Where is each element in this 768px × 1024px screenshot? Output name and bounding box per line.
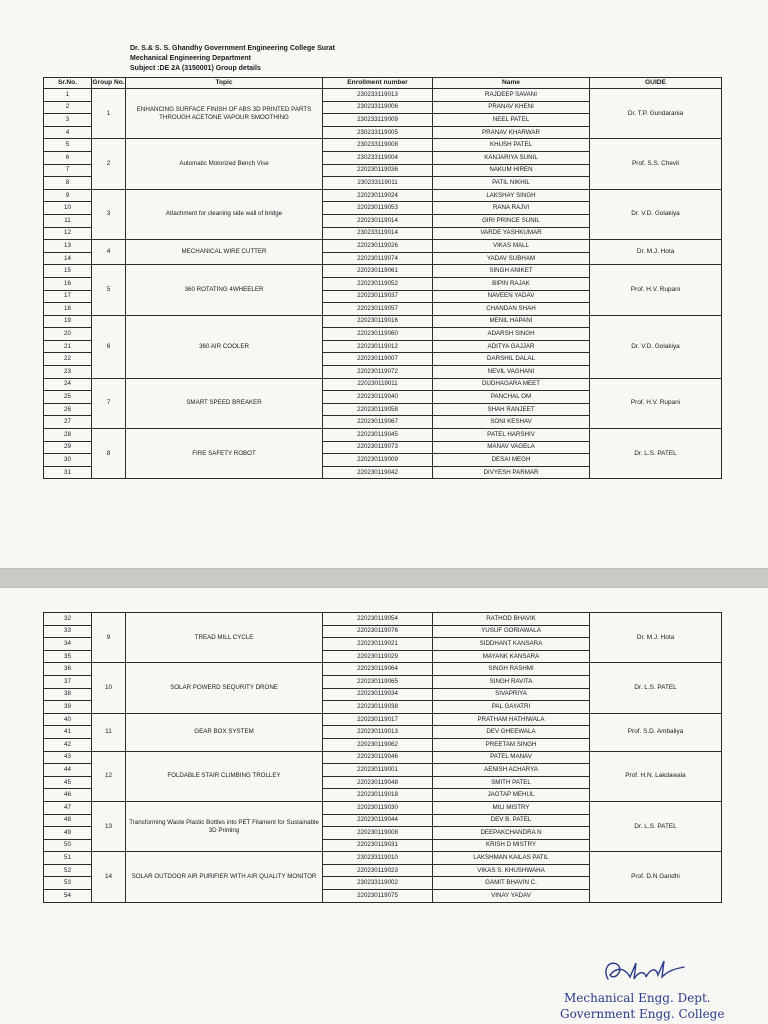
guide-cell: Dr. M.J. Hota [590, 240, 722, 265]
student-name-cell: DESAI MEGH [433, 454, 590, 467]
enrollment-cell: 220230119007 [323, 353, 433, 366]
sr-no-cell: 23 [44, 366, 92, 379]
group-no-cell: 3 [92, 189, 126, 239]
student-name-cell: NEEL PATEL [433, 114, 590, 127]
student-name-cell: VARDE YASHKUMAR [433, 227, 590, 240]
sr-no-cell: 45 [44, 776, 92, 789]
guide-cell: Dr. L.S. PATEL [590, 663, 722, 713]
table-row [44, 240, 722, 253]
sr-no-cell: 38 [44, 688, 92, 701]
enrollment-cell: 220230119040 [323, 391, 433, 404]
sr-no-cell: 14 [44, 252, 92, 265]
guide-cell: Prof. S.D. Ambaliya [590, 713, 722, 751]
table-body-2 [44, 613, 722, 903]
sr-no-cell: 12 [44, 227, 92, 240]
topic-cell: Attachment for cleaning side wall of bridge [126, 189, 323, 239]
enrollment-cell: 220230119076 [323, 625, 433, 638]
enrollment-cell: 230233119006 [323, 101, 433, 114]
enrollment-cell: 220230119054 [323, 613, 433, 626]
student-name-cell: NEVIL VAGHANI [433, 366, 590, 379]
enrollment-cell: 220230119029 [323, 650, 433, 663]
table-row [44, 801, 722, 814]
sr-no-cell: 36 [44, 663, 92, 676]
student-name-cell: MILI MISTRY [433, 801, 590, 814]
student-name-cell: RATHOD BHAVIK [433, 613, 590, 626]
student-name-cell: DUDHAGARA MEET [433, 378, 590, 391]
table-row [44, 751, 722, 764]
student-name-cell: KRISH D MISTRY [433, 839, 590, 852]
topic-cell: MECHANICAL WIRE CUTTER [126, 240, 323, 265]
guide-cell: Prof. H.V. Rupani [590, 378, 722, 428]
sr-no-cell: 53 [44, 877, 92, 890]
topic-cell: Transforming Waste Plastic Bottles into PET Filament for Sustainable 3D Printing [126, 801, 323, 851]
student-name-cell: RANA RAJVI [433, 202, 590, 215]
enrollment-cell: 220230119026 [323, 240, 433, 253]
enrollment-cell: 220230119011 [323, 378, 433, 391]
student-name-cell: DEV GHEEWALA [433, 726, 590, 739]
enrollment-cell: 220230119018 [323, 789, 433, 802]
enrollment-cell: 230233119013 [323, 89, 433, 102]
student-name-cell: PRANAV KHENI [433, 101, 590, 114]
student-name-cell: MENIL HAPANI [433, 315, 590, 328]
student-name-cell: PATIL NIKHIL [433, 177, 590, 190]
enrollment-cell: 220230119075 [323, 890, 433, 903]
table-row [44, 89, 722, 102]
enrollment-cell: 220230119046 [323, 751, 433, 764]
topic-cell: GEAR BOX SYSTEM [126, 713, 323, 751]
group-details-table-2 [43, 612, 722, 903]
guide-cell: Dr. T.P. Gundarania [590, 89, 722, 139]
sr-no-cell: 39 [44, 701, 92, 714]
student-name-cell: PREETAM SINGH [433, 738, 590, 751]
student-name-cell: PRANAV KHARWAR [433, 126, 590, 139]
guide-cell: Prof. H.V. Rupani [590, 265, 722, 315]
group-no-cell: 7 [92, 378, 126, 428]
enrollment-cell: 230233119005 [323, 126, 433, 139]
student-name-cell: LAKSHMAN KAILAS PATIL [433, 852, 590, 865]
student-name-cell: KANJARIYA SUNIL [433, 151, 590, 164]
table-row [44, 378, 722, 391]
stamp-line-college: Government Engg. College [560, 1007, 725, 1021]
student-name-cell: PANCHAL OM [433, 391, 590, 404]
enrollment-cell: 220230119014 [323, 214, 433, 227]
enrollment-cell: 220230119001 [323, 764, 433, 777]
col-header-guide: GUIDE [590, 78, 722, 89]
enrollment-cell: 220230119024 [323, 189, 433, 202]
guide-cell: Dr. L.S. PATEL [590, 429, 722, 479]
department-stamp [560, 955, 760, 1024]
student-name-cell: VIKAS S. KHUSHWAHA [433, 864, 590, 877]
sr-no-cell: 20 [44, 328, 92, 341]
student-name-cell: GAMIT BHAVIN C. [433, 877, 590, 890]
sr-no-cell: 19 [44, 315, 92, 328]
student-name-cell: CHANDAN SHAH [433, 303, 590, 316]
topic-cell: 360 ROTATING 4WHEELER [126, 265, 323, 315]
sr-no-cell: 21 [44, 340, 92, 353]
guide-cell: Dr. V.D. Golakiya [590, 315, 722, 378]
table-row [44, 429, 722, 442]
table-row [44, 713, 722, 726]
enrollment-cell: 230233119002 [323, 877, 433, 890]
table-row [44, 613, 722, 626]
student-name-cell: GIRI PRINCE SUNIL [433, 214, 590, 227]
student-name-cell: MAYANK KANSARA [433, 650, 590, 663]
student-name-cell: PRATHAM HATHIWALA [433, 713, 590, 726]
sr-no-cell: 17 [44, 290, 92, 303]
student-name-cell: SONI KESHAV [433, 416, 590, 429]
sr-no-cell: 28 [44, 429, 92, 442]
table-row [44, 852, 722, 865]
student-name-cell: SMITH PATEL [433, 776, 590, 789]
table-header-row [44, 78, 722, 89]
student-name-cell: SINGH ANIKET [433, 265, 590, 278]
topic-cell: 360 AIR COOLER [126, 315, 323, 378]
enrollment-cell: 220230119045 [323, 429, 433, 442]
sr-no-cell: 29 [44, 441, 92, 454]
group-no-cell: 6 [92, 315, 126, 378]
sr-no-cell: 22 [44, 353, 92, 366]
table-row [44, 315, 722, 328]
sr-no-cell: 47 [44, 801, 92, 814]
sr-no-cell: 7 [44, 164, 92, 177]
guide-cell: Dr. L.S. PATEL [590, 801, 722, 851]
sr-no-cell: 10 [44, 202, 92, 215]
enrollment-cell: 220230119038 [323, 701, 433, 714]
sr-no-cell: 9 [44, 189, 92, 202]
enrollment-cell: 230233119011 [323, 177, 433, 190]
sr-no-cell: 48 [44, 814, 92, 827]
sr-no-cell: 37 [44, 675, 92, 688]
group-no-cell: 10 [92, 663, 126, 713]
sr-no-cell: 11 [44, 214, 92, 227]
sr-no-cell: 43 [44, 751, 92, 764]
student-name-cell: KHUSH PATEL [433, 139, 590, 152]
enrollment-cell: 220230119023 [323, 864, 433, 877]
student-name-cell: ADARSH SINGH [433, 328, 590, 341]
page-sheet-2 [0, 588, 768, 1024]
enrollment-cell: 230233119014 [323, 227, 433, 240]
group-no-cell: 5 [92, 265, 126, 315]
sr-no-cell: 25 [44, 391, 92, 404]
group-no-cell: 9 [92, 613, 126, 663]
student-name-cell: AENISH ACHARYA [433, 764, 590, 777]
enrollment-cell: 220230119008 [323, 827, 433, 840]
table-row [44, 663, 722, 676]
enrollment-cell: 220230119017 [323, 713, 433, 726]
table-body-1 [44, 89, 722, 479]
guide-cell: Dr. M.J. Hota [590, 613, 722, 663]
sr-no-cell: 34 [44, 638, 92, 651]
group-no-cell: 14 [92, 852, 126, 902]
col-header-sr: Sr.No. [44, 78, 92, 89]
student-name-cell: SHAH RANJEET [433, 403, 590, 416]
enrollment-cell: 220230119060 [323, 328, 433, 341]
sr-no-cell: 35 [44, 650, 92, 663]
sr-no-cell: 49 [44, 827, 92, 840]
student-name-cell: YUSUF GORIAWALA [433, 625, 590, 638]
group-no-cell: 2 [92, 139, 126, 189]
student-name-cell: VINAY YADAV [433, 890, 590, 903]
sr-no-cell: 46 [44, 789, 92, 802]
student-name-cell: NAKUM HIREN [433, 164, 590, 177]
enrollment-cell: 230233119010 [323, 852, 433, 865]
enrollment-cell: 220230119052 [323, 277, 433, 290]
sr-no-cell: 41 [44, 726, 92, 739]
student-name-cell: SIVAPRIYA [433, 688, 590, 701]
student-name-cell: DEEPAKCHANDRA N [433, 827, 590, 840]
group-no-cell: 4 [92, 240, 126, 265]
guide-cell: Prof. S.S. Chevli [590, 139, 722, 189]
enrollment-cell: 220230119064 [323, 663, 433, 676]
enrollment-cell: 230233119008 [323, 139, 433, 152]
col-header-name: Name [433, 78, 590, 89]
enrollment-cell: 220230119036 [323, 164, 433, 177]
col-header-topic: Topic [126, 78, 323, 89]
group-details-table-1 [43, 77, 722, 479]
enrollment-cell: 220230119042 [323, 466, 433, 479]
student-name-cell: PAL GAYATRI [433, 701, 590, 714]
student-name-cell: VIKAS MALL [433, 240, 590, 253]
sr-no-cell: 24 [44, 378, 92, 391]
student-name-cell: NAVEEN YADAV [433, 290, 590, 303]
enrollment-cell: 220230119058 [323, 403, 433, 416]
enrollment-cell: 220230119062 [323, 738, 433, 751]
student-name-cell: JAGTAP MEHUL [433, 789, 590, 802]
document-header [130, 44, 335, 74]
guide-cell: Prof. H.N. Lakdawala [590, 751, 722, 801]
sr-no-cell: 42 [44, 738, 92, 751]
sr-no-cell: 54 [44, 890, 92, 903]
sr-no-cell: 1 [44, 89, 92, 102]
sr-no-cell: 4 [44, 126, 92, 139]
sr-no-cell: 3 [44, 114, 92, 127]
enrollment-cell: 230233119009 [323, 114, 433, 127]
enrollment-cell: 220230119073 [323, 441, 433, 454]
topic-cell: SOLAR POWERD SEQURITY DRONE [126, 663, 323, 713]
sr-no-cell: 50 [44, 839, 92, 852]
sr-no-cell: 32 [44, 613, 92, 626]
enrollment-cell: 220230119057 [323, 303, 433, 316]
sr-no-cell: 33 [44, 625, 92, 638]
student-name-cell: SIDDHANT KANSARA [433, 638, 590, 651]
topic-cell: FOLDABLE STAIR CLIMBING TROLLEY [126, 751, 323, 801]
stamp-line-dept: Mechanical Engg. Dept. [564, 991, 711, 1005]
table-row [44, 265, 722, 278]
sr-no-cell: 27 [44, 416, 92, 429]
college-name: Dr. S.& S. S. Ghandhy Government Engineering College Surat [130, 45, 335, 52]
sr-no-cell: 13 [44, 240, 92, 253]
group-no-cell: 13 [92, 801, 126, 851]
enrollment-cell: 220230119065 [323, 675, 433, 688]
student-name-cell: ADITYA GAJJAR [433, 340, 590, 353]
enrollment-cell: 220230119067 [323, 416, 433, 429]
student-name-cell: DIVYESH PARMAR [433, 466, 590, 479]
col-header-group: Group No. [92, 78, 126, 89]
topic-cell: FIRE SAFETY ROBOT [126, 429, 323, 479]
guide-cell: Prof. D.N Gandhi [590, 852, 722, 902]
topic-cell: ENHANCING SURFACE FINISH OF ABS 3D PRINTED PARTS THROUGH ACETONE VAPOUR SMOOTHING [126, 89, 323, 139]
topic-cell: SMART SPEED BREAKER [126, 378, 323, 428]
student-name-cell: LAKSHAY SINGH [433, 189, 590, 202]
enrollment-cell: 220230119009 [323, 454, 433, 467]
sr-no-cell: 2 [44, 101, 92, 114]
student-name-cell: MANAV VAGELA [433, 441, 590, 454]
sr-no-cell: 44 [44, 764, 92, 777]
enrollment-cell: 220230119037 [323, 290, 433, 303]
enrollment-cell: 220230119016 [323, 315, 433, 328]
student-name-cell: BIPIN RAJAK [433, 277, 590, 290]
student-name-cell: DEV B. PATEL [433, 814, 590, 827]
sr-no-cell: 51 [44, 852, 92, 865]
sr-no-cell: 26 [44, 403, 92, 416]
group-no-cell: 12 [92, 751, 126, 801]
enrollment-cell: 230233119004 [323, 151, 433, 164]
table-row [44, 139, 722, 152]
student-name-cell: PATEL HARSHIV [433, 429, 590, 442]
sr-no-cell: 30 [44, 454, 92, 467]
student-name-cell: DARSHIL DALAL [433, 353, 590, 366]
topic-cell: Automatic Motorized Bench Vise [126, 139, 323, 189]
student-name-cell: YADAV SUBHAM [433, 252, 590, 265]
sr-no-cell: 8 [44, 177, 92, 190]
enrollment-cell: 220230119031 [323, 839, 433, 852]
enrollment-cell: 220230119013 [323, 726, 433, 739]
sr-no-cell: 52 [44, 864, 92, 877]
enrollment-cell: 220230119012 [323, 340, 433, 353]
enrollment-cell: 220230119074 [323, 252, 433, 265]
topic-cell: SOLAR OUTDOOR AIR PURIFIER WITH AIR QUALITY MONITOR [126, 852, 323, 902]
student-name-cell: PATEL MANAV [433, 751, 590, 764]
enrollment-cell: 220230119048 [323, 776, 433, 789]
enrollment-cell: 220230119021 [323, 638, 433, 651]
table-row [44, 189, 722, 202]
sr-no-cell: 5 [44, 139, 92, 152]
student-name-cell: SINGH RAVITA [433, 675, 590, 688]
group-no-cell: 8 [92, 429, 126, 479]
col-header-enrollment: Enrollment number [323, 78, 433, 89]
topic-cell: TREAD MILL CYCLE [126, 613, 323, 663]
signature-icon [600, 955, 690, 987]
student-name-cell: SINGH RASHMI [433, 663, 590, 676]
group-no-cell: 1 [92, 89, 126, 139]
sr-no-cell: 18 [44, 303, 92, 316]
enrollment-cell: 220230119034 [323, 688, 433, 701]
sr-no-cell: 15 [44, 265, 92, 278]
sr-no-cell: 6 [44, 151, 92, 164]
enrollment-cell: 220230119030 [323, 801, 433, 814]
enrollment-cell: 220230119072 [323, 366, 433, 379]
group-no-cell: 11 [92, 713, 126, 751]
sr-no-cell: 16 [44, 277, 92, 290]
sr-no-cell: 40 [44, 713, 92, 726]
enrollment-cell: 220230119061 [323, 265, 433, 278]
enrollment-cell: 220230119044 [323, 814, 433, 827]
subject-line: Subject :DE 2A (3150001) Group details [130, 65, 261, 72]
guide-cell: Dr. V.D. Golakiya [590, 189, 722, 239]
enrollment-cell: 220230119053 [323, 202, 433, 215]
sr-no-cell: 31 [44, 466, 92, 479]
student-name-cell: RAJDEEP SAVANI [433, 89, 590, 102]
department-name: Mechanical Engineering Department [130, 55, 251, 62]
